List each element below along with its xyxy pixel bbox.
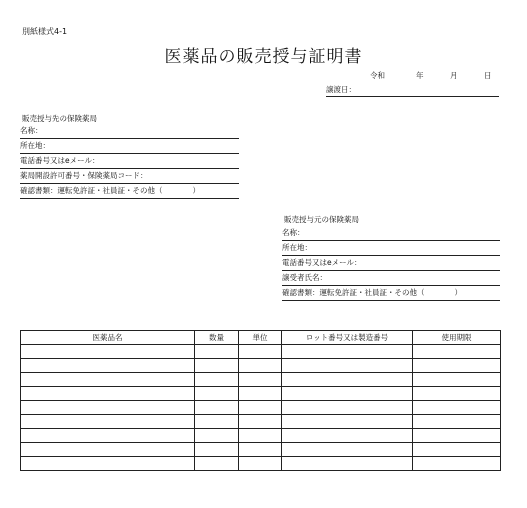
cell-quantity[interactable] [195,443,239,457]
cell-drug-name[interactable] [21,387,195,401]
cell-lot-number[interactable] [282,457,413,471]
cell-unit[interactable] [239,457,282,471]
cell-lot-number[interactable] [282,359,413,373]
cell-drug-name[interactable] [21,345,195,359]
cell-lot-number[interactable] [282,373,413,387]
cell-drug-name[interactable] [21,373,195,387]
year-unit: 年 [416,71,424,80]
destination-id-document-field[interactable]: 確認書類：運転免許証・社員証・その他（ ） [20,184,239,199]
table-row [21,401,501,415]
cell-unit[interactable] [239,401,282,415]
destination-address-field[interactable]: 所在地： [20,139,239,154]
cell-drug-name[interactable] [21,415,195,429]
destination-name-field[interactable]: 名称： [20,124,239,139]
table-row [21,415,501,429]
cell-drug-name[interactable] [21,429,195,443]
cell-quantity[interactable] [195,345,239,359]
cell-unit[interactable] [239,359,282,373]
cell-unit[interactable] [239,429,282,443]
cell-expiry[interactable] [413,345,501,359]
cell-lot-number[interactable] [282,401,413,415]
cell-quantity[interactable] [195,387,239,401]
column-header-drug-name: 医薬品名 [21,331,195,345]
cell-expiry[interactable] [413,387,501,401]
column-header-expiry: 使用期限 [413,331,501,345]
destination-pharmacy-heading: 販売授与先の保険薬局 [22,114,97,123]
cell-expiry[interactable] [413,443,501,457]
destination-contact-field[interactable]: 電話番号又はeメール： [20,154,239,169]
transfer-date-label: 譲渡日： [326,85,356,94]
cell-quantity[interactable] [195,401,239,415]
cell-lot-number[interactable] [282,443,413,457]
table-row [21,359,501,373]
table-row [21,443,501,457]
destination-license-field[interactable]: 薬局開設許可番号・保険薬局コード： [20,169,239,184]
source-contact-field[interactable]: 電話番号又はeメール： [282,256,500,271]
cell-unit[interactable] [239,387,282,401]
transfer-date-field[interactable] [326,84,499,97]
table-row [21,373,501,387]
cell-expiry[interactable] [413,373,501,387]
cell-drug-name[interactable] [21,443,195,457]
items-table-header-row [21,331,501,345]
cell-quantity[interactable] [195,415,239,429]
cell-unit[interactable] [239,443,282,457]
cell-lot-number[interactable] [282,415,413,429]
column-header-quantity: 数量 [195,331,239,345]
table-row [21,457,501,471]
source-address-field[interactable]: 所在地： [282,241,500,256]
table-row [21,429,501,443]
cell-quantity[interactable] [195,429,239,443]
source-pharmacy-fields [282,226,500,301]
items-table [20,330,501,471]
era-label: 令和 [370,71,385,80]
cell-drug-name[interactable] [21,457,195,471]
source-recipient-name-field[interactable]: 譲受者氏名： [282,271,500,286]
cell-expiry[interactable] [413,401,501,415]
table-row [21,345,501,359]
table-row [21,387,501,401]
cell-expiry[interactable] [413,415,501,429]
items-table-body [21,345,501,471]
cell-expiry[interactable] [413,359,501,373]
cell-quantity[interactable] [195,359,239,373]
cell-lot-number[interactable] [282,345,413,359]
cell-expiry[interactable] [413,429,501,443]
document-title: 医薬品の販売授与証明書 [164,47,363,67]
column-header-unit: 単位 [239,331,282,345]
cell-lot-number[interactable] [282,387,413,401]
destination-pharmacy-fields [20,124,239,199]
cell-unit[interactable] [239,345,282,359]
cell-quantity[interactable] [195,457,239,471]
source-pharmacy-heading: 販売授与元の保険薬局 [284,215,359,224]
cell-drug-name[interactable] [21,359,195,373]
source-name-field[interactable]: 名称： [282,226,500,241]
month-unit: 月 [450,71,458,80]
cell-quantity[interactable] [195,373,239,387]
cell-unit[interactable] [239,415,282,429]
cell-unit[interactable] [239,373,282,387]
cell-drug-name[interactable] [21,401,195,415]
day-unit: 日 [484,71,492,80]
source-id-document-field[interactable]: 確認書類：運転免許証・社員証・その他（ ） [282,286,500,301]
cell-expiry[interactable] [413,457,501,471]
column-header-lot-number: ロット番号又は製造番号 [282,331,413,345]
form-number: 別紙様式4-1 [22,27,68,36]
cell-lot-number[interactable] [282,429,413,443]
